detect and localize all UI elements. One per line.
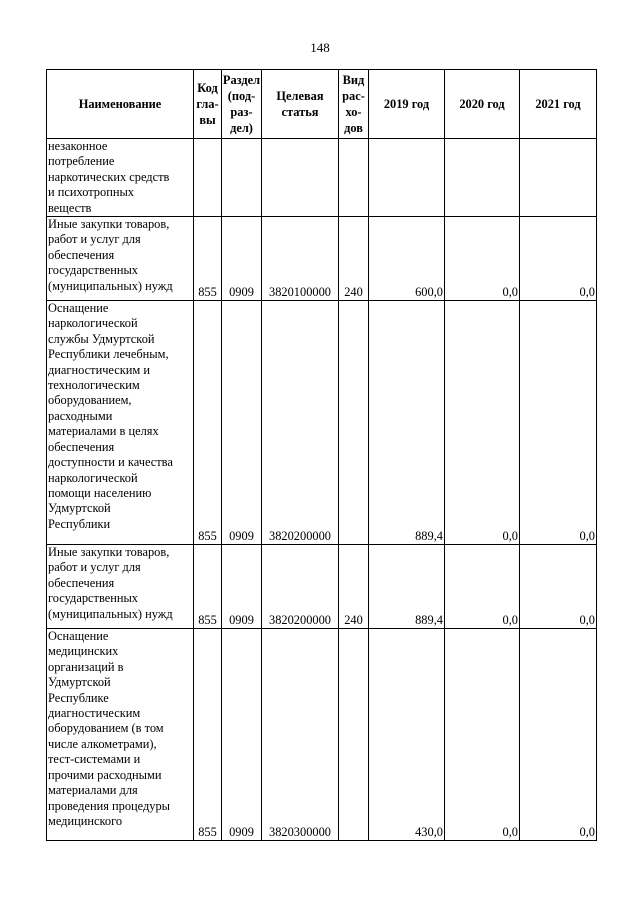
- row-expense: 240: [339, 545, 369, 629]
- row-name: Оснащение медицинских организаций в Удмуртской Республике диагностическим оборудованием (в том числе алкометрами), тест-системами и прочими расходными материалами для проведения процедуры медицинского: [47, 629, 194, 841]
- row-2020: 0,0: [445, 545, 520, 629]
- table-row: [47, 217, 597, 301]
- row-2019: 889,4: [369, 301, 445, 545]
- row-2020: [445, 139, 520, 217]
- row-code: 855: [194, 217, 222, 301]
- row-code: 855: [194, 545, 222, 629]
- table-row: [47, 545, 597, 629]
- row-target: [262, 139, 339, 217]
- row-2020: 0,0: [445, 629, 520, 841]
- row-2019: 600,0: [369, 217, 445, 301]
- row-expense: [339, 301, 369, 545]
- row-target: 3820200000: [262, 301, 339, 545]
- row-section: 0909: [222, 629, 262, 841]
- table-row: [47, 301, 597, 545]
- row-2019: [369, 139, 445, 217]
- row-name: Оснащение наркологической службы Удмуртской Республики лечебным, диагностическим и технологическим оборудованием, расходными материалами в целях обеспечения доступности и качества наркологической помощи населению Удмуртской Республики: [47, 301, 194, 545]
- row-expense: 240: [339, 217, 369, 301]
- header-2019: 2019 год: [369, 70, 445, 139]
- page-number: 148: [310, 40, 330, 55]
- row-2020: 0,0: [445, 301, 520, 545]
- table-row: [47, 139, 597, 217]
- header-code: Код гла-вы: [194, 70, 222, 139]
- budget-table: [46, 69, 597, 841]
- row-2021: 0,0: [520, 217, 597, 301]
- row-2019: 889,4: [369, 545, 445, 629]
- row-code: [194, 139, 222, 217]
- row-section: [222, 139, 262, 217]
- header-target: Целевая статья: [262, 70, 339, 139]
- row-2021: 0,0: [520, 301, 597, 545]
- header-row: [47, 70, 597, 139]
- row-2021: 0,0: [520, 629, 597, 841]
- header-name: Наименование: [47, 70, 194, 139]
- header-section: Раздел (под-раз-дел): [222, 70, 262, 139]
- row-section: 0909: [222, 217, 262, 301]
- row-2019: 430,0: [369, 629, 445, 841]
- row-2020: 0,0: [445, 217, 520, 301]
- row-target: 3820100000: [262, 217, 339, 301]
- row-section: 0909: [222, 545, 262, 629]
- row-name: Иные закупки товаров, работ и услуг для обеспечения государственных (муниципальных) нужд: [47, 217, 194, 301]
- row-expense: [339, 629, 369, 841]
- header-2020: 2020 год: [445, 70, 520, 139]
- header-2021: 2021 год: [520, 70, 597, 139]
- row-code: 855: [194, 301, 222, 545]
- row-2021: 0,0: [520, 545, 597, 629]
- row-target: 3820200000: [262, 545, 339, 629]
- header-expense: Вид рас-хо-дов: [339, 70, 369, 139]
- row-name: Иные закупки товаров, работ и услуг для обеспечения государственных (муниципальных) нужд: [47, 545, 194, 629]
- row-code: 855: [194, 629, 222, 841]
- row-expense: [339, 139, 369, 217]
- row-2021: [520, 139, 597, 217]
- table-row: [47, 629, 597, 841]
- row-target: 3820300000: [262, 629, 339, 841]
- row-section: 0909: [222, 301, 262, 545]
- row-name: незаконное потребление наркотических средств и психотропных веществ: [47, 139, 194, 217]
